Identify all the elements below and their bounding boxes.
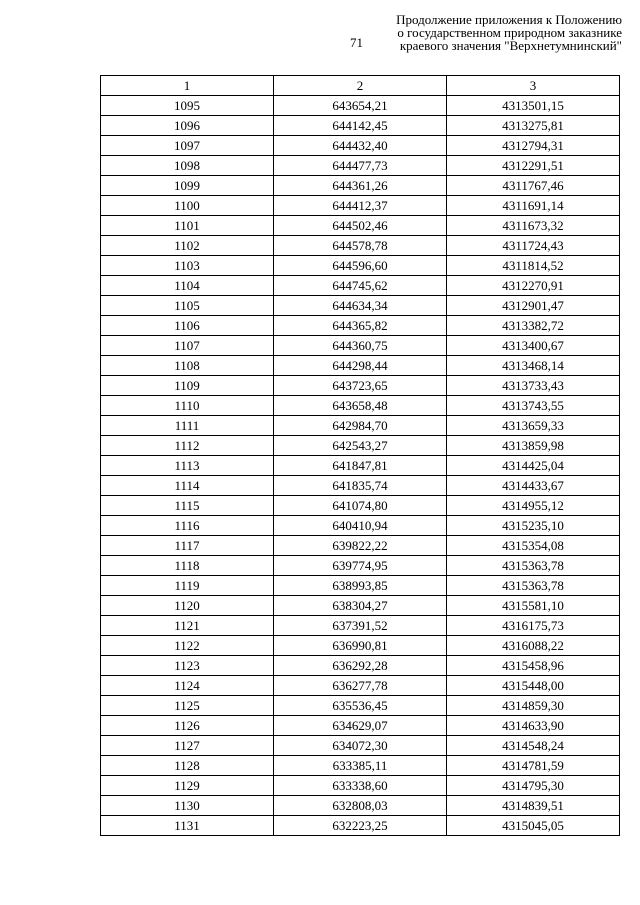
x-coordinate-cell: 641847,81 <box>274 456 447 476</box>
table-row <box>101 216 620 236</box>
x-coordinate-cell: 644360,75 <box>274 336 447 356</box>
y-coordinate-cell: 4312901,47 <box>447 296 620 316</box>
x-coordinate-cell: 639774,95 <box>274 556 447 576</box>
y-coordinate-cell: 4313733,43 <box>447 376 620 396</box>
table-row <box>101 456 620 476</box>
table-row <box>101 236 620 256</box>
y-coordinate-cell: 4315354,08 <box>447 536 620 556</box>
table-row <box>101 756 620 776</box>
x-coordinate-cell: 644412,37 <box>274 196 447 216</box>
y-coordinate-cell: 4313468,14 <box>447 356 620 376</box>
point-number-cell: 1106 <box>101 316 274 336</box>
y-coordinate-cell: 4315581,10 <box>447 596 620 616</box>
page-number: 71 <box>350 35 363 50</box>
point-number-cell: 1111 <box>101 416 274 436</box>
point-number-cell: 1130 <box>101 796 274 816</box>
table-row <box>101 176 620 196</box>
x-coordinate-cell: 643723,65 <box>274 376 447 396</box>
y-coordinate-cell: 4315363,78 <box>447 576 620 596</box>
point-number-cell: 1095 <box>101 96 274 116</box>
y-coordinate-cell: 4316175,73 <box>447 616 620 636</box>
point-number-cell: 1127 <box>101 736 274 756</box>
table-row <box>101 676 620 696</box>
point-number-cell: 1099 <box>101 176 274 196</box>
table-row <box>101 316 620 336</box>
point-number-cell: 1101 <box>101 216 274 236</box>
table-row <box>101 256 620 276</box>
x-coordinate-cell: 644502,46 <box>274 216 447 236</box>
table-row <box>101 656 620 676</box>
y-coordinate-cell: 4311724,43 <box>447 236 620 256</box>
table-row <box>101 396 620 416</box>
coordinates-table <box>100 75 620 836</box>
point-number-cell: 1107 <box>101 336 274 356</box>
point-number-cell: 1126 <box>101 716 274 736</box>
y-coordinate-cell: 4314839,51 <box>447 796 620 816</box>
x-coordinate-cell: 644365,82 <box>274 316 447 336</box>
y-coordinate-cell: 4314548,24 <box>447 736 620 756</box>
table-row <box>101 516 620 536</box>
point-number-cell: 1105 <box>101 296 274 316</box>
y-coordinate-cell: 4313859,98 <box>447 436 620 456</box>
point-number-cell: 1119 <box>101 576 274 596</box>
table-row <box>101 436 620 456</box>
y-coordinate-cell: 4315235,10 <box>447 516 620 536</box>
y-coordinate-cell: 4313501,15 <box>447 96 620 116</box>
column-header: 3 <box>447 76 620 96</box>
y-coordinate-cell: 4311691,14 <box>447 196 620 216</box>
table-row <box>101 796 620 816</box>
point-number-cell: 1110 <box>101 396 274 416</box>
y-coordinate-cell: 4311814,52 <box>447 256 620 276</box>
point-number-cell: 1121 <box>101 616 274 636</box>
column-header: 2 <box>274 76 447 96</box>
header-line-2: о государственном природном заказнике <box>397 25 622 40</box>
x-coordinate-cell: 642543,27 <box>274 436 447 456</box>
table-row <box>101 96 620 116</box>
table-row <box>101 276 620 296</box>
y-coordinate-cell: 4313659,33 <box>447 416 620 436</box>
y-coordinate-cell: 4314425,04 <box>447 456 620 476</box>
x-coordinate-cell: 632223,25 <box>274 816 447 836</box>
table-row <box>101 156 620 176</box>
y-coordinate-cell: 4312794,31 <box>447 136 620 156</box>
x-coordinate-cell: 644477,73 <box>274 156 447 176</box>
table-row <box>101 816 620 836</box>
y-coordinate-cell: 4316088,22 <box>447 636 620 656</box>
table-row <box>101 476 620 496</box>
header-line-3: краевого значения "Верхнетумнинский" <box>399 38 622 53</box>
point-number-cell: 1123 <box>101 656 274 676</box>
y-coordinate-cell: 4313743,55 <box>447 396 620 416</box>
point-number-cell: 1129 <box>101 776 274 796</box>
table-row <box>101 416 620 436</box>
y-coordinate-cell: 4314859,30 <box>447 696 620 716</box>
point-number-cell: 1128 <box>101 756 274 776</box>
x-coordinate-cell: 640410,94 <box>274 516 447 536</box>
table-row <box>101 196 620 216</box>
x-coordinate-cell: 644634,34 <box>274 296 447 316</box>
x-coordinate-cell: 644142,45 <box>274 116 447 136</box>
point-number-cell: 1125 <box>101 696 274 716</box>
table-row <box>101 576 620 596</box>
table-row <box>101 116 620 136</box>
point-number-cell: 1120 <box>101 596 274 616</box>
table-row <box>101 376 620 396</box>
x-coordinate-cell: 636292,28 <box>274 656 447 676</box>
x-coordinate-cell: 633338,60 <box>274 776 447 796</box>
x-coordinate-cell: 637391,52 <box>274 616 447 636</box>
table-row <box>101 696 620 716</box>
y-coordinate-cell: 4311767,46 <box>447 176 620 196</box>
point-number-cell: 1116 <box>101 516 274 536</box>
point-number-cell: 1100 <box>101 196 274 216</box>
x-coordinate-cell: 638304,27 <box>274 596 447 616</box>
y-coordinate-cell: 4311673,32 <box>447 216 620 236</box>
x-coordinate-cell: 634629,07 <box>274 716 447 736</box>
point-number-cell: 1103 <box>101 256 274 276</box>
point-number-cell: 1115 <box>101 496 274 516</box>
header-line-1: Продолжение приложения к Положению <box>396 12 622 27</box>
point-number-cell: 1118 <box>101 556 274 576</box>
y-coordinate-cell: 4312270,91 <box>447 276 620 296</box>
table-row <box>101 136 620 156</box>
x-coordinate-cell: 641835,74 <box>274 476 447 496</box>
x-coordinate-cell: 632808,03 <box>274 796 447 816</box>
table-row <box>101 356 620 376</box>
table-row <box>101 296 620 316</box>
point-number-cell: 1097 <box>101 136 274 156</box>
table-row <box>101 736 620 756</box>
x-coordinate-cell: 644361,26 <box>274 176 447 196</box>
x-coordinate-cell: 635536,45 <box>274 696 447 716</box>
y-coordinate-cell: 4315448,00 <box>447 676 620 696</box>
point-number-cell: 1098 <box>101 156 274 176</box>
table-row <box>101 536 620 556</box>
table-row <box>101 776 620 796</box>
y-coordinate-cell: 4313382,72 <box>447 316 620 336</box>
point-number-cell: 1117 <box>101 536 274 556</box>
x-coordinate-cell: 644432,40 <box>274 136 447 156</box>
table-header-row <box>101 76 620 96</box>
table-row <box>101 616 620 636</box>
point-number-cell: 1113 <box>101 456 274 476</box>
x-coordinate-cell: 634072,30 <box>274 736 447 756</box>
point-number-cell: 1104 <box>101 276 274 296</box>
document-header <box>360 13 622 52</box>
x-coordinate-cell: 636277,78 <box>274 676 447 696</box>
x-coordinate-cell: 639822,22 <box>274 536 447 556</box>
point-number-cell: 1102 <box>101 236 274 256</box>
table-row <box>101 556 620 576</box>
table-row <box>101 716 620 736</box>
table-row <box>101 336 620 356</box>
point-number-cell: 1114 <box>101 476 274 496</box>
y-coordinate-cell: 4314633,90 <box>447 716 620 736</box>
point-number-cell: 1112 <box>101 436 274 456</box>
x-coordinate-cell: 644745,62 <box>274 276 447 296</box>
x-coordinate-cell: 641074,80 <box>274 496 447 516</box>
x-coordinate-cell: 638993,85 <box>274 576 447 596</box>
point-number-cell: 1096 <box>101 116 274 136</box>
point-number-cell: 1109 <box>101 376 274 396</box>
y-coordinate-cell: 4315458,96 <box>447 656 620 676</box>
x-coordinate-cell: 644578,78 <box>274 236 447 256</box>
x-coordinate-cell: 644298,44 <box>274 356 447 376</box>
x-coordinate-cell: 643658,48 <box>274 396 447 416</box>
y-coordinate-cell: 4312291,51 <box>447 156 620 176</box>
column-header: 1 <box>101 76 274 96</box>
y-coordinate-cell: 4313400,67 <box>447 336 620 356</box>
x-coordinate-cell: 644596,60 <box>274 256 447 276</box>
x-coordinate-cell: 636990,81 <box>274 636 447 656</box>
y-coordinate-cell: 4315363,78 <box>447 556 620 576</box>
point-number-cell: 1108 <box>101 356 274 376</box>
x-coordinate-cell: 643654,21 <box>274 96 447 116</box>
point-number-cell: 1131 <box>101 816 274 836</box>
table-row <box>101 596 620 616</box>
x-coordinate-cell: 633385,11 <box>274 756 447 776</box>
point-number-cell: 1124 <box>101 676 274 696</box>
y-coordinate-cell: 4314795,30 <box>447 776 620 796</box>
y-coordinate-cell: 4315045,05 <box>447 816 620 836</box>
table-row <box>101 636 620 656</box>
point-number-cell: 1122 <box>101 636 274 656</box>
y-coordinate-cell: 4314433,67 <box>447 476 620 496</box>
table-row <box>101 496 620 516</box>
x-coordinate-cell: 642984,70 <box>274 416 447 436</box>
y-coordinate-cell: 4314781,59 <box>447 756 620 776</box>
y-coordinate-cell: 4313275,81 <box>447 116 620 136</box>
y-coordinate-cell: 4314955,12 <box>447 496 620 516</box>
